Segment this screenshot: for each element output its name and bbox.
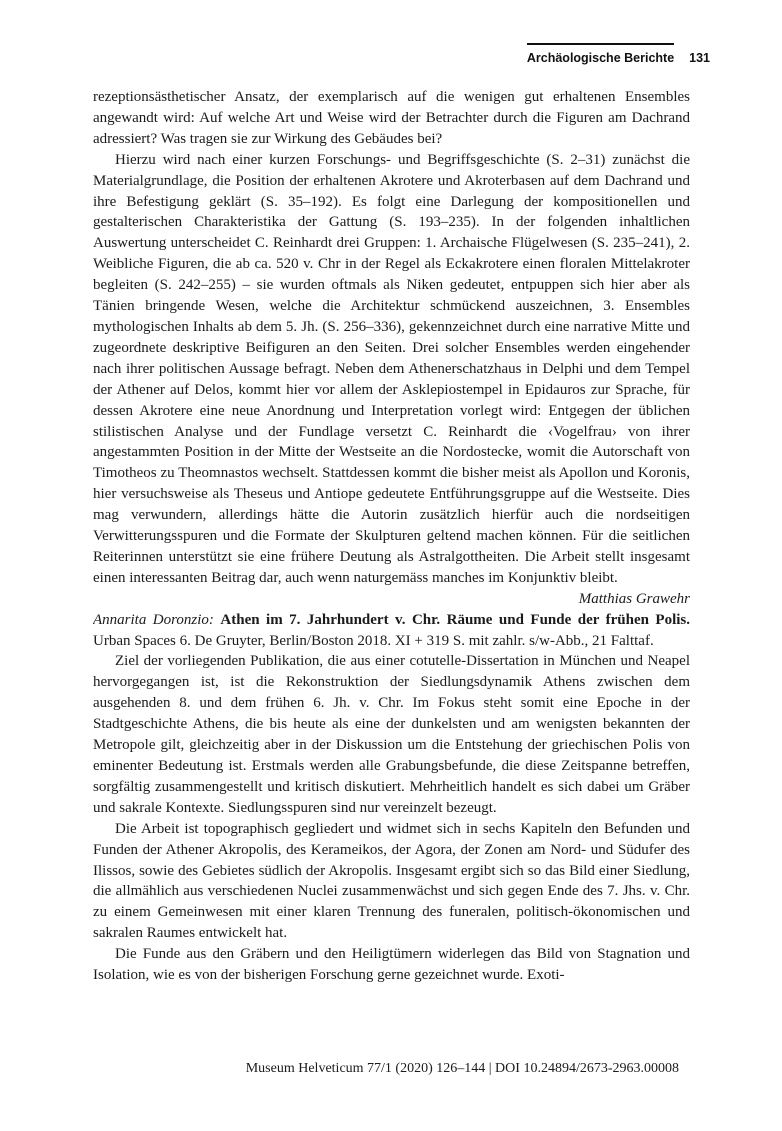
page-footer [93, 1059, 690, 1079]
review-author: Annarita Doronzio: [93, 611, 214, 628]
review-imprint: Urban Spaces 6. De Gruyter, Berlin/Boston 2018. XI + 319 S. mit zahlr. s/w-Abb., 21 Falttaf. [93, 632, 654, 649]
review-new-paragraph-3: Die Funde aus den Gräbern und den Heiligtümern widerlegen das Bild von Stagnation und Isolation, wie es von der bisherigen Forschung gerne gezeichnet wurde. Exoti- [93, 946, 690, 984]
page-number: 131 [689, 51, 710, 65]
review-new-paragraph-1: Ziel der vorliegenden Publikation, die aus einer cotutelle-Dissertation in München und Neapel hervorgegangen ist, ist die Rekonstruktion der Siedlungsdynamik Athens zwischen dem ausgehenden 8. und dem frühen 6. Jh. v. Chr. Im Fokus steht somit eine Epoche in der Stadtgeschichte Athens, die bis heute als eine der dunkelsten und am wenigsten bekannten der Metropole gilt, gleichzeitig aber in der Diskussion um die Entstehung der griechischen Polis von eminenter Bedeutung ist. Erstmals werden alle Grabungsbefunde, die diese Zeitspanne betreffen, sorgfältig zusammengestellt und kritisch diskutiert. Mehrheitlich handelt es sich dabei um Gräber und sakrale Kontexte. Siedlungsspuren sind nur vereinzelt bezeugt. [93, 653, 690, 816]
review-prev-paragraph-body: Hierzu wird nach einer kurzen Forschungs- und Begriffsgeschichte (S. 2–31) zunächst die Materialgrundlage, die Position der erhaltenen Akrotere und Akroterbasen auf dem Dachrand und ihre Befestigung geklärt (S. 35–192). Es folgt eine Darlegung der kompositionellen und gestalterischen Charakteristika der Gattung (S. 193–235). In der folgenden inhaltlichen Auswertung unterscheidet C. Reinhardt drei Gruppen: 1. Archaische Flügelwesen (S. 235–241), 2. Weibliche Figuren, die ab ca. 520 v. Chr in der Regel als Eckakrotere einen floralen Mittelakroter begleiten (S. 242–255) – sie wurden oftmals als Niken gedeutet, entpuppen sich hier aber als Tänien bringende Wesen, welche die Architektur schmückend auszeichnen, 3. Ensembles mythologischen Inhalts ab dem 5. Jh. (S. 256–336), gekennzeichnet durch eine narrative Mitte und zugeordnete deskriptive Beifiguren an den Seiten. Drei solcher Ensembles werden eingehender nach ihrer politischen Aussage befragt. Neben dem Athenerschatzhaus in Delphi und dem Tempel der Athener auf Delos, kommt hier vor allem der Asklepiostempel in Epidauros zur Sprache, für dessen Akrotere eine neue Anordnung und Interpretation vorlegt wird: Entgegen der üblichen stilistischen Analyse und der Fundlage versetzt C. Reinhardt die ‹Vogelfrau› von ihrer angestammten Position in der Mitte der Westseite an die Nordostecke, womit die Autorschaft von Timotheos zu Theomnastos wechselt. Stattdessen kommt die bisher meist als Apollon und Koronis, hier versuchsweise als Theseus und Antiope gedeutete Entführungsgruppe auf die Westseite. Dies mag verwundern, allerdings hätte die Autorin zusätzlich hierfür auch die nordseitigen Verwitterungsspuren und die Formate der Skulpturen geltend machen können. Für die seitlichen Reiterinnen unterstützt sie eine frühere Deutung als Astralgottheiten. Die Arbeit stellt insgesamt einen interessanten Beitrag dar, auch wenn naturgemäss manches im Konjunktiv bleibt. [93, 151, 690, 586]
journal-citation: Museum Helveticum 77/1 (2020) 126–144 | DOI 10.24894/2673-2963.00008 [245, 1061, 679, 1076]
review-prev-paragraph-continuation: rezeptionsästhetischer Ansatz, der exemplarisch auf die wenigen gut erhaltenen Ensembles angewandt wird: Auf welche Art und Weise wird der Betrachter durch die Figuren am Dachrand adressiert? Was tragen sie zur Wirkung des Gebäudes bei? [93, 89, 690, 147]
review-title: Athen im 7. Jahrhundert v. Chr. Räume und Funde der frühen Polis. [220, 611, 690, 628]
text-column [93, 87, 690, 1062]
reviewer-signature: Matthias Grawehr [578, 590, 690, 607]
running-header [527, 43, 710, 66]
review-new-paragraph-2: Die Arbeit ist topographisch gegliedert und widmet sich in sechs Kapiteln den Befunden und Funden der Athener Akropolis, des Kerameikos, der Agora, der Zonen am Nord- und Südufer des Ilissos, sowie des Gebietes südlich der Akropolis. Insgesamt ergibt sich so das Bild einer Siedlung, die allmählich aus verschiedenen Nuclei zusammenwächst und sich gegen Ende des 7. Jhs. v. Chr. zu einem Gemeinwesen mit einer klaren Trennung des funeralen, politisch-ökonomischen und sakralen Raumes entwickelt hat. [93, 820, 690, 942]
section-title: Archäologische Berichte [527, 43, 674, 66]
review-heading [93, 610, 690, 652]
